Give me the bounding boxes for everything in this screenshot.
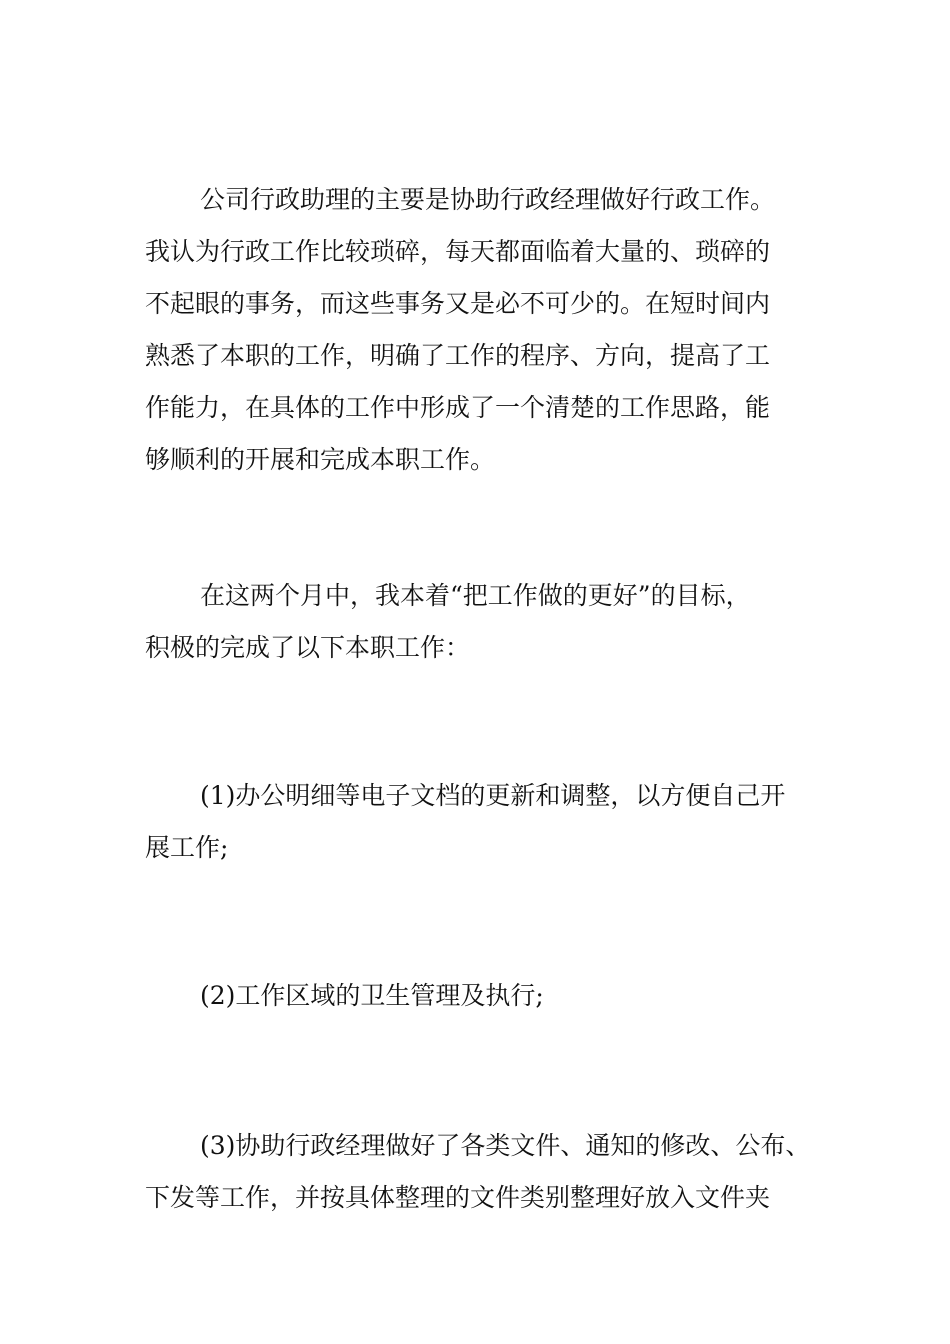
paragraph-two-months — [145, 570, 825, 674]
text-line: (2)工作区域的卫生管理及执行; — [200, 981, 544, 1010]
text-line: 在这两个月中，我本着“把工作做的更好”的目标， — [200, 581, 751, 610]
text-line: 作能力，在具体的工作中形成了一个清楚的工作思路，能 — [145, 393, 771, 422]
paragraph-item-3 — [145, 1120, 825, 1224]
text-line: 下发等工作，并按具体整理的文件类别整理好放入文件夹 — [145, 1183, 771, 1212]
text-line: 我认为行政工作比较琐碎，每天都面临着大量的、琐碎的 — [145, 237, 771, 266]
paragraph-duties-intro — [145, 174, 825, 486]
paragraph-item-2 — [145, 970, 825, 1022]
text-line: 公司行政助理的主要是协助行政经理做好行政工作。 — [200, 185, 776, 214]
text-line: 展工作; — [145, 833, 229, 862]
text-line: 够顺利的开展和完成本职工作。 — [145, 445, 496, 474]
text-line: 不起眼的事务，而这些事务又是必不可少的。在短时间内 — [145, 289, 771, 318]
text-line: (3)协助行政经理做好了各类文件、通知的修改、公布、 — [200, 1131, 811, 1160]
text-line: (1)办公明细等电子文档的更新和调整，以方便自己开 — [200, 781, 786, 810]
paragraph-item-1 — [145, 770, 825, 874]
text-line: 熟悉了本职的工作，明确了工作的程序、方向，提高了工 — [145, 341, 771, 370]
text-line: 积极的完成了以下本职工作： — [145, 633, 471, 662]
